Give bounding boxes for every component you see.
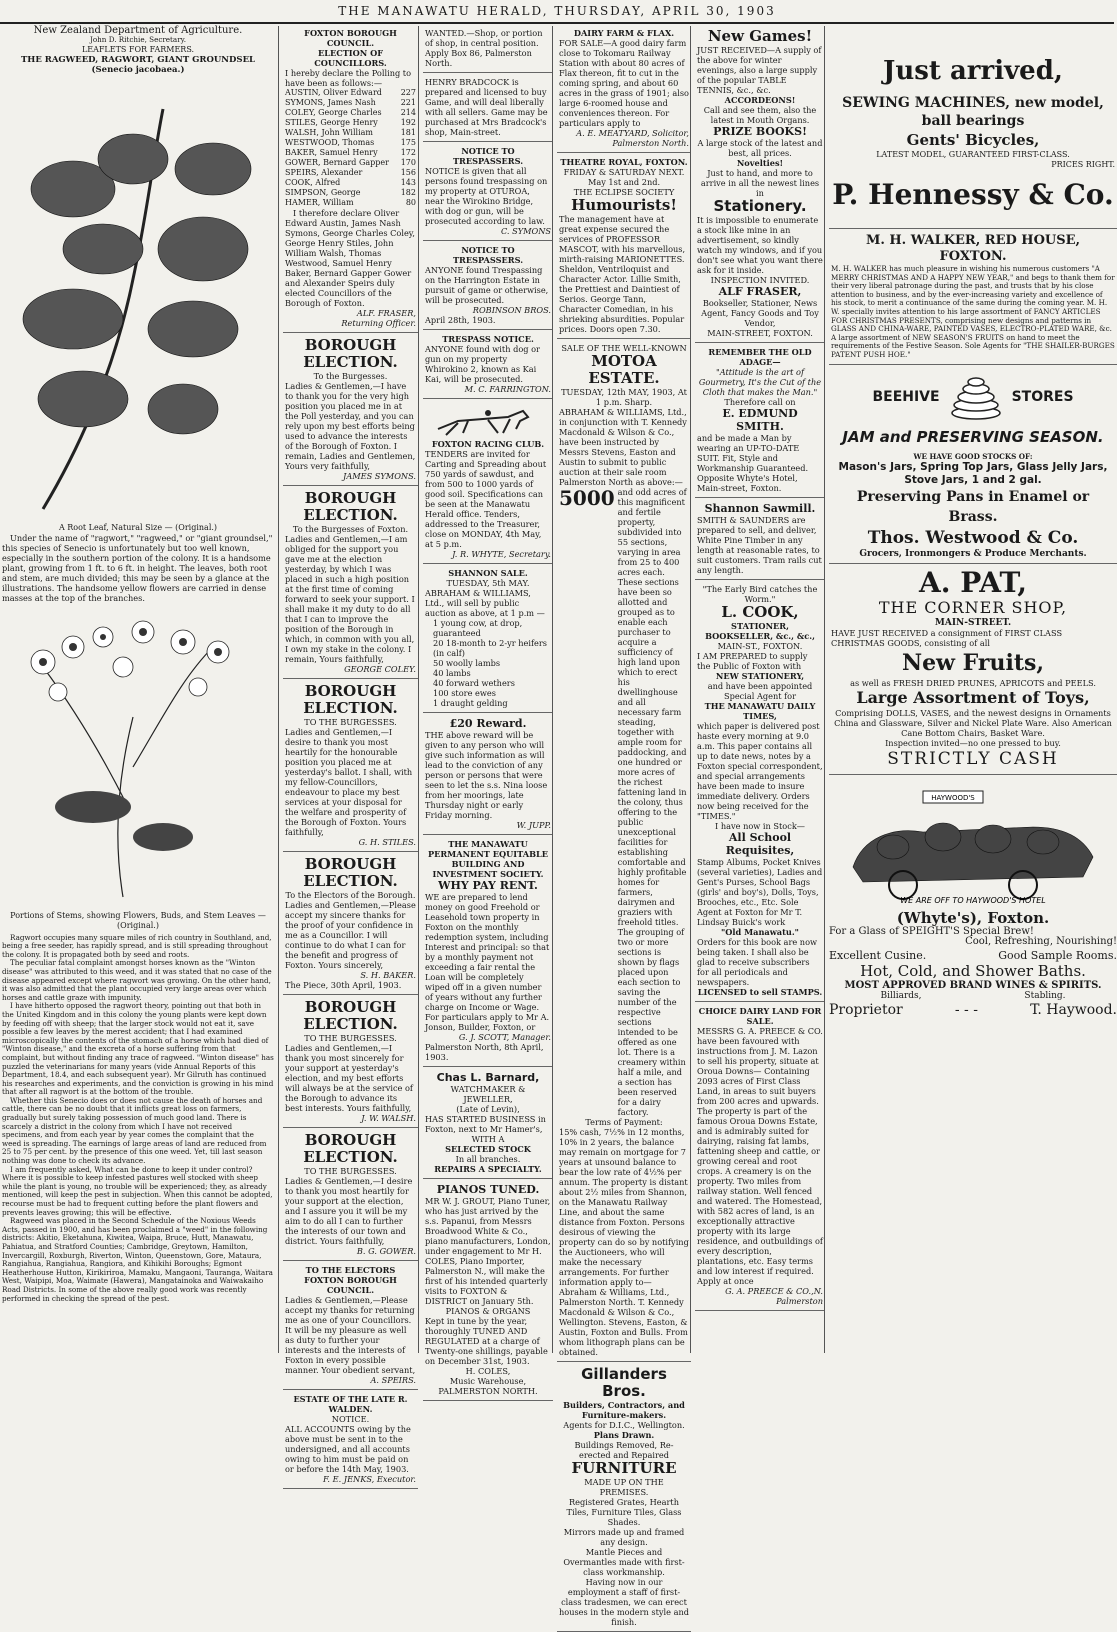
column-elections [278,26,418,1484]
article-para: Ragweed was placed in the Second Schedule of the Noxious Weeds Acts, passed in 1900, and has been proclaimed a "weed" in the following districts: Akitio, Eketahuna, Kiwitea, Waipa, Bruce, Hutt, Manawatu, Pahiatua, and Stratford Counties; Cambridge, Greytown, Hamilton, Invercargill, Roxburgh, Riverton, Winton, Queenstown, Gore, Mataura, Rangiahua, Rangiahua, Rangiora, and Kihikihi Boroughs; Egmont Heatherhouse Hutton, Kirikiriroa, Mamaku, Mangaoni, Tauranga, Waitara West, Waipipi, Moa, Waimate (Hawera), Mangatainoka and Waiwakaiho Road Districts. In some of the above really good work was recently performed in checking the spread of the pest. [2,1216,273,1303]
ad-body: ANYONE found with dog or gun on my property Whirokino 2, known as Kai Kai, will be prosecuted. [425,344,540,384]
ad-heading: Shannon Sawmill. [704,502,816,515]
ad-signature: G. A. PREECE & CO.,N. Palmerston [725,1286,823,1306]
candidate-name: HAMER, William [285,198,354,207]
ad-heading: MOTOA ESTATE. [588,352,660,387]
ad-body: ABRAHAM & WILLIAMS, Ltd., in conjunction with T. Kennedy Macdonald & Wilson & Co., have been instructed by Messrs Stevens, Easton and Austin to submit to public auction at their sale room Palmerston North as above:— [559,407,687,487]
ad-note: INSPECTION INVITED. [710,275,810,285]
separator: - - - [954,1002,978,1019]
ad-quote: "The Early Bird catches the Worm." [702,584,818,604]
figure-caption-leaf: A Root Leaf, Natural Size — (Original.) [58,522,218,532]
candidate-row [285,198,416,208]
ad-heading: CHOICE DAIRY LAND FOR SALE. [698,1006,822,1026]
ad-to: To the Burgesses. [313,371,388,381]
sale-item: 100 store ewes [433,688,496,698]
ad-signature: Thos. Westwood & Co. [867,528,1079,549]
ad-trespass-farrington [423,332,553,399]
ad-highlight: ACCORDEONS! [724,95,796,105]
ad-date: FRIDAY & SATURDAY NEXT. May 1st and 2nd. [563,167,685,187]
ad-barnard [423,1069,553,1179]
column-shops [824,26,1117,1353]
ad-walsh [283,997,418,1128]
hotel-sign: HAYWOOD'S [931,794,975,803]
ad-signature: B. G. GOWER. [356,1246,416,1256]
ad-body: Stamp Albums, Pocket Knives (several varieties), Ladies and Gent's Purses, School Bags (girls' and boy's), Dolls, Toys, Brooches, etc., Etc. Sole Agent at Foxton for Mr T. Lindsay Buick's work [697,857,823,927]
ad-body: MESSRS G. A. PREECE & CO. have been favoured with instructions from J. M. Lazon to sell his property, situate at Oroua Downs— Containing 2093 acres of First Class Land, in areas to suit buyers from 200 acres and upwards. The property is part of the famous Oroua Downs Estate, and is admirably suited for dairying, raising fat lambs, fattening sheep and cattle, or growing cereal and root crops. A creamery is on the property. Two miles from railway station. Well fenced and watered. The Homestead, with 582 acres of land, is an exceptionally attractive property with its large residence, and outbuildings of every description, plantations, etc. Easy terms and low interest if required. Apply at once [697,1026,823,1286]
candidate-name: SIMPSON, George [285,188,361,197]
ad-heading: BOROUGH ELECTION. [303,682,398,717]
ad-theatre [557,155,691,339]
candidate-votes: 80 [405,198,416,207]
ad-body: WE are prepared to lend money on good Freehold or Leasehold town property in Foxton on the monthly redemption system, including Interest and principal: so that by a monthly payment not exceeding a fair rental the Loan will be completely wiped off in a given number of years without any further charge on Income or Wage. For particulars apply to Mr A. Jonson, Builder, Foxton, or [425,892,550,1032]
ad-date: Palmerston North, 8th April, 1903. [425,1042,544,1062]
ad-body: JUST RECEIVED—A supply of the above for winter evenings, also a large supply of the popular TABLE TENNIS, &c., &c. [697,45,822,95]
ad-gower [283,1130,418,1261]
ad-subheading: THE CORNER SHOP, [878,598,1068,618]
proprietor-label: Proprietor [829,1002,903,1019]
ad-heading: M. H. WALKER, RED HOUSE, FOXTON. [865,233,1081,264]
feature-billiards: Billiards, [880,991,922,1002]
candidate-row [285,138,416,148]
ad-body: For a Glass of SPEIGHT'S Special Brew! [829,926,1034,938]
ad-address: MAIN-STREET, FOXTON. [707,328,813,338]
ad-speirs [283,1263,418,1390]
ad-address: MAIN-STREET. [934,618,1012,629]
ad-heading: THEATRE ROYAL, FOXTON. [560,157,688,167]
candidate-votes: 181 [400,128,416,137]
ad-signature: J. W. WALSH. [361,1113,416,1123]
candidate-row [285,148,416,158]
beehive-icon [948,373,1004,423]
ad-highlight: NEW STATIONERY, [715,671,805,681]
ad-heading: FOXTON BOROUGH COUNCIL. [304,28,397,48]
article-para: Ragwort occupies many square miles of rich country in Southland, and, being a free seeder, has rapidly spread, and is still spreading throughout the colony. It is propagated both by seed and roots. [2,932,272,959]
beehive-label: BEEHIVE [872,389,940,406]
sale-item: 20 18-month to 2-yr heifers (in calf) [433,638,548,658]
ad-body: and odd acres of this magnificent and fertile property, subdivided into 55 sections, varying in area from 25 to 400 acres each. These sections have been so allotted and grouped as to enable each purchaser to acquire a sufficiency of high land upon which to erect his dwellinghouse and all necessary farm steading, together with ample room for paddocking, and one hundred or more acres of the richest fattening land in the colony, thus offering to the public unexceptional facilities for establishing comfortable and highly profitable homes for farmers, dairymen and graziers with freehold titles. The grouping of two or more sections is shown by flags placed upon each section to saving the number of the respective sections intended to be offered as one lot. There is a creamery within half a mile, and a section has been reserved for a dairy factory. [617,487,687,1117]
column-property [552,26,691,1627]
ad-highlight: PRIZE BOOKS! [713,125,807,138]
ad-note: Registered Grates, Hearth Tiles, Furniture Tiles, Glass Shades. [566,1497,682,1527]
ad-body: HAS STARTED BUSINESS in Foxton, next to Mr Hamer's, [425,1114,546,1134]
ad-heading: BOROUGH ELECTION. [303,855,398,890]
ad-body: Ladies and Gentlemen,—I am obliged for the support you gave me at the election yesterday, by which I was placed in such a high position at the first time of coming forward to seek your support. I shall make it my duty to do all that I can to improve the position of the Borough in which, in common with you all, I own my stake in the colony. I remain, Yours faithfully, [285,534,415,664]
candidate-votes: 175 [400,138,416,147]
ad-signature: A. E. MEATYARD, Solicitor, Palmerston North. [576,128,689,148]
ad-signature: E. EDMUND SMITH. [722,407,798,433]
ad-body: The management have at great expense secured the services of PROFESSOR MASCOT, with his marvellous, mirth-raising MARIONETTES. Sheldon, Ventriloquist and Character Actor. Lillie Smith, the Prettiest and Daintiest of Serios. George Tann, Character Comedian, in his shrieking absurdities. Popular prices. Doors open 7.30. [559,214,686,334]
ad-reward [423,715,553,835]
proprietor-name: T. Haywood. [1030,1002,1117,1019]
ad-signature: ALF. FRASER, [356,308,416,318]
candidate-name: STILES, George Henry [285,118,378,127]
sale-item: 40 lambs [433,668,471,678]
ad-preece [695,1004,825,1311]
ad-signature: M. C. FARRINGTON. [464,384,551,394]
sale-item-list [425,618,551,708]
ad-to: To the Electors of the Borough. [285,890,416,900]
article-para: The peculiar fatal complaint amongst horses known as the "Winton disease" was attributed to this weed, and it was stated that no case of the disease appeared except where ragwort was growing. On the other hand, it was also admitted that the plant occupied very large areas over which horses and cattle graze with impunity. [2,958,272,1002]
ad-heading: Gillanders Bros. [581,1365,667,1400]
sale-item: 50 woolly lambs [433,658,501,668]
ad-body: SMITH & SAUNDERS are prepared to sell, and deliver, White Pine Timber in any length at reasonable rates, to suit customers. Tram rails cut any length. [697,515,822,575]
sale-item: 1 young cow, at drop, guaranteed [433,618,523,638]
figure-caption-stems: Portions of Stems, showing Flowers, Buds, and Stem Leaves — (Original.) [10,910,266,930]
ad-note: In all branches. [455,1154,521,1164]
ad-signature: P. Hennessy & Co. [832,178,1114,211]
ad-coley [283,488,418,679]
ad-subheading: THE ECLIPSE SOCIETY [573,187,675,197]
masthead: THE MANAWATU HERALD, THURSDAY, APRIL 30, 1903 [0,0,1114,24]
ad-heading: Just arrived, [883,56,1063,86]
candidate-name: WESTWOOD, Thomas [285,138,375,147]
article-title: THE RAGWEED, RAGWORT, GIANT GROUNDSEL (Senecio jacobaea.) [20,54,256,75]
ad-note: Call and see them, also the latest in Mouth Organs. [703,105,817,125]
candidate-name: BAKER, Samuel Henry [285,148,378,157]
ad-heading: ESTATE OF THE LATE R. WALDEN. [293,1394,408,1414]
ad-subheading: STATIONER, BOOKSELLER, &c., &c., [705,621,815,641]
ad-heading: TO THE ELECTORS FOXTON BOROUGH COUNCIL. [304,1265,397,1295]
ad-highlight: Large Assortment of Toys, [856,688,1090,708]
ad-body: ABRAHAM & WILLIAMS, Ltd., will sell by public auction as above, at 1 p.m — [425,588,545,618]
acreage-figure: 5000 [559,486,615,510]
candidate-votes: 214 [400,108,416,117]
candidate-name: AUSTIN, Oliver Edward [285,88,382,97]
ad-signature: GEORGE COLEY. [344,664,416,674]
ad-note: and have been appointed Special Agent for [707,681,813,701]
ad-body: Abraham & Williams, Ltd., Palmerston North. T. Kennedy Macdonald & Wilson & Co., Wellington. Stevens, Easton, & Austin, Foxton and Bulls. From whom lithograph plans can be obtained. [559,1287,688,1357]
ad-note: Buildings Removed, Re-erected and Repaired [574,1440,674,1460]
ad-stiles [283,681,418,852]
ad-highlight: REPAIRS A SPECIALTY. [434,1164,542,1174]
ad-to: To the Burgesses of Foxton. [292,524,409,534]
ad-body: M. H. WALKER has much pleasure in wishing his numerous customers "A MERRY CHRISTMAS AND A HAPPY NEW YEAR," and begs to thank them for their very liberal patronage during the past, and trusts that by his close attention to business, and by the ever-increasing variety and excellence of his stock, to merit a continuance of the same during the coming year. M. H. W. specially invites attention to his large assortment of FANCY ARTICLES FOR CHRISTMAS PRESENTS, comprising new designs and patterns in GLASS AND CHINA-WARE, PAINTED VASES, ELECTRO-PLATED WARE, &c. A large assortment of NEW SEASON'S FRUITS on hand to meet the requirements of the Festive Season. Sole Agents for "THE SHAILER-BURGES PATENT PUSH HOE." [831,264,1115,359]
ad-signature: JAMES SYMONS. [343,471,416,481]
ad-highlight: LICENSED to sell STAMPS. [697,987,823,997]
ad-note: Having now in our employment a staff of first-class tradesmen, we can erect houses in the modern style and finish. [559,1577,689,1627]
candidate-name: COLEY, George Charles [285,108,382,117]
article-para: I have hitherto opposed the ragwort theory, pointing out that both in the United Kingdom and in this colony the young plants were kept down by feeding off with sheep; that the larger stock would not eat it, save possible a few leaves by the merest accident; that I had examined microscopically the contents of the stomach of a horse which had died of "Winton disease," and the excreta of a horse suffering from that complaint, but without finding any trace of ragweed. "Winton disease" has puzzled the veterinarians for many years (vide Annual Reports of this Department, 18.4, and each subsequent year). Mr Gilruth has continued his researches and experiments, and the conviction is growing in his mind that after all ragwort is at the bottom of the trouble. [2,1001,274,1097]
ad-edmund-smith [695,345,825,498]
ad-address: Music Warehouse, PALMERSTON NORTH. [438,1376,538,1396]
ad-heading: JAM and PRESERVING SEASON. [842,427,1104,446]
ad-date: TUESDAY, 5th MAY. [446,578,530,588]
ad-bradcock: HENRY BRADCOCK is prepared and licensed to buy Game, and will deal liberally with all sellers. Game may be purchased at Mrs Bradcock's shop, Main-street. [423,75,553,142]
ad-highlight: Stationery. [713,197,807,215]
ad-address: MAIN-ST., FOXTON. [717,641,803,651]
ad-shannon-sale [423,566,553,713]
candidate-row [285,118,416,128]
ad-note: I have now in Stock— [715,821,805,831]
ad-heading: (Whyte's), Foxton. [896,909,1050,928]
ad-signature: W. JUPP. [516,820,551,830]
ad-a-pat [829,566,1117,775]
coach-caption: WE ARE OFF TO HAYWOOD'S HOTEL [900,896,1046,906]
feature-rooms: Good Sample Rooms. [998,949,1117,963]
ad-signature: ALF FRASER, [718,285,802,298]
ad-body: Ladies and Gentlemen,—I thank you most sincerely for your support at yesterday's election, and my best efforts will always be at the service of the Borough to advance its best interests. Yours faithfully, [285,1043,413,1113]
candidate-votes: 192 [400,118,416,127]
ad-notice: NOTICE. [331,1414,370,1424]
ad-body: ALL ACCOUNTS owing by the above must be sent in to the undersigned, and all accounts owing to him must be paid on or before the 14th May, 1903. [285,1424,411,1474]
candidate-row [285,88,416,98]
ad-highlight: SEWING MACHINES, new model, ball bearings [842,95,1104,129]
ad-walker [829,231,1117,365]
ad-body: FOR SALE—A good dairy farm close to Tokomaru Railway Station with about 80 acres of Flax thereon, fit to cut in the coming spring, and about 60 acres in the grass of 1901; also large 6-roomed house and conveniences thereon. For particulars apply to [559,38,689,128]
ad-racing-club [423,401,553,564]
ad-highlight: All School Requisites, [725,831,795,857]
ad-baker [283,854,418,995]
ad-highlight: Preserving Pans in Enamel or Brass. [856,489,1090,526]
ad-heading: BOROUGH ELECTION. [303,489,398,524]
ad-note: Bookseller, Stationer, News Agent, Fancy Goods and Toy Vendor, [701,298,819,328]
ad-body: which paper is delivered post haste every morning at 9.0 a.m. This paper contains all up to date news, notes by a Foxton special correspondent, and special arrangements have been made to insure immediate delivery. Orders now being received for the "TIMES." [697,721,823,821]
ad-body: HAVE JUST RECEIVED a consignment of FIRST CLASS CHRISTMAS GOODS, consisting of all [831,628,1063,649]
ad-body: Kept in tune by the year, thoroughly TUNED AND REGULATED at a charge of Twenty-one shillings, payable on December 31st, 1903. [425,1316,548,1366]
ad-heading: Chas L. Barnard, [436,1071,540,1084]
ad-body: Comprising DOLLS, VASES, and the newest designs in Ornaments China and Glassware, Silver and Nickel Plate Ware. Also American Cane Bottom Chairs, Basket Ware. [834,708,1112,739]
column-stationery [690,26,825,1353]
ad-note: Mirrors made up and framed any design. [563,1527,685,1547]
ad-body: Ladies and Gentlemen,—Please accept my sincere thanks for the proof of your confidence in me as a Councillor. I will continue to do what I can for the benefit and progress of Foxton. Yours sincerely, [285,900,416,970]
feature-cuisine: Excellent Cusine. [829,949,927,963]
candidate-row [285,168,416,178]
ad-heading: PIANOS TUNED. [436,1183,540,1196]
candidate-name: SYMONS, James Nash [285,98,376,107]
stores-label: STORES [1011,389,1074,406]
ad-note: MADE UP ON THE PREMISES. [584,1477,664,1497]
dept-heading: New Zealand Department of Agriculture. [33,25,243,36]
ad-subheading: Terms of Payment: [585,1117,663,1127]
ad-heading: NOTICE TO TRESPASSERS. [452,245,524,265]
ad-note: WITH A [471,1134,505,1144]
ad-note: Mantle Pieces and Overmantles made with first-class workmanship. [563,1547,685,1577]
ad-date: April 28th, 1903. [425,315,496,325]
ad-trespass-symons [423,144,553,241]
ad-pre: SALE OF THE WELL-KNOWN [561,343,687,353]
candidate-votes: 221 [400,98,416,107]
ad-wanted: WANTED.—Shop, or portion of shop, in central position. Apply Box 86, Palmerston North. [423,26,553,73]
candidate-name: GOWER, Bernard Gapper [285,158,389,167]
ad-body: Cool, Refreshing, Nourishing! [965,936,1117,948]
ad-signature: A. SPEIRS. [370,1375,416,1385]
ad-signature: H. COLES, [465,1366,511,1376]
coach-illustration [833,777,1113,907]
ad-body: TENDERS are invited for Carting and Spreading about 750 yards of sawdust, and from 500 to 1000 yards of good soil. Specifications can be seen at the Manawatu Herald office. Tenders, addressed to the Treasurer, close on MONDAY, 4th May, at 5 p.m. [425,449,547,549]
ad-cook [695,582,825,1002]
ad-signature: ROBINSON BROS. [472,305,551,315]
ad-body: Ladies & Gentlemen,—I have to thank you for the very high position you placed me in at the Poll yesterday, and you can rely upon my best efforts being used to advance the interests of the Borough of Foxton. I remain, Ladies and Gentlemen, Yours very faithfully, [285,381,416,471]
ad-note: Grocers, Ironmongers & Produce Merchants. [859,549,1087,560]
ad-subheading: Builders, Contractors, and Furniture-makers. [563,1400,685,1420]
ad-heading: REMEMBER THE OLD ADAGE— [708,347,812,367]
ad-to: TO THE BURGESSES. [304,1033,397,1043]
candidate-row [285,98,416,108]
ad-body: and be made a Man by wearing an UP-TO-DATE SUIT. Fit, Style and Workmanship Guaranteed. Opposite Whyte's Hotel, Main-street, Foxton. [697,433,809,493]
ad-heading: £20 Reward. [449,717,527,730]
ad-highlight: Mason's Jars, Spring Top Jars, Glass Jelly Jars, Stove Jars, 1 and 2 gal. [838,461,1108,487]
ad-heading: BOROUGH ELECTION. [303,1131,398,1166]
candidate-votes: 172 [400,148,416,157]
ad-heading: L. COOK, [721,603,799,621]
ad-highlight: THE MANAWATU DAILY TIMES, [704,701,816,721]
ad-highlight: Novelties! [736,158,784,168]
candidate-row [285,188,416,198]
candidate-row [285,108,416,118]
ad-dairy-farm [557,26,691,153]
ad-highlight: STRICTLY CASH [887,749,1059,770]
candidate-row [285,128,416,138]
candidate-votes: 143 [400,178,416,187]
sale-item: 1 draught gelding [433,698,508,708]
ad-to: TO THE BURGESSES. [304,1166,397,1176]
ragwort-leaf-illustration [13,79,263,519]
racehorse-icon [428,403,548,439]
ad-symons [283,335,418,486]
candidate-votes: 227 [400,88,416,97]
ad-signature: F. E. JENKS, Executor. [323,1474,416,1484]
candidate-name: COOK, Alfred [285,178,341,187]
ad-highlight: "Old Manawatu." [721,927,799,937]
ad-body: Ladies & Gentlemen,—I desire to thank you most heartily for your support at the election, and I assure you it will be my aim to do all I can to further the interests of our town and district. Yours faithfully, [285,1176,413,1246]
ad-heading: New Games! [707,27,813,45]
ad-heading: FOXTON RACING CLUB. [431,439,545,449]
ad-body: Ladies and Gentlemen,—I desire to thank you most heartily for the honourable position you placed me at yesterday's ballot. I shall, with my fellow-Councillors, endeavour to place my best services at your disposal for the welfare and prosperity of the Borough of Foxton. Yours faithfully, [285,727,413,837]
candidate-name: SPEIRS, Alexander [285,168,363,177]
ad-sawmill [695,500,825,580]
ad-note: as well as FRESH DRIED PRUNES, APRICOTS and PEELS. [850,678,1096,689]
ad-heading: BOROUGH ELECTION. [303,998,398,1033]
ad-body: I hereby declare the Polling to have been as follows:— [285,68,412,88]
column-notices [418,26,553,1396]
ad-date: TUESDAY, 12th MAY, 1903, At 1 p.m. Sharp. [561,387,687,407]
article-para: I am frequently asked, What can be done to keep it under control? Where it is possible to keep infested pastures well stocked with sheep while the plant is young, no trouble will be experienced; they, as already mentioned, will keep the pest in subjection. When this cannot be adopted, recourse must be had to frequent cutting before the plant flowers and prevents leaves growing; this will be effective. [2,1164,273,1217]
ad-body: NOTICE is given that all persons found trespassing on my property at OTUROA, near the Wirokino Bridge, with dog or gun, will be prosecuted according to law. [425,166,548,226]
candidate-votes: 170 [400,158,416,167]
ad-signature: J. R. WHYTE, Secretary. [452,549,551,559]
ad-signature: G. J. SCOTT, Manager. [458,1032,551,1042]
ad-heading: TRESPASS NOTICE. [442,334,534,344]
ad-body: 15% cash, 7½% in 12 months, 10% in 2 years, the balance may remain on mortgage for 7 years at unsound balance to bear the low rate of 4½% per annum. The property is distant about 2½ miles from Shannon, on the Manawatu Railway Line, and about the same distance from Foxton. Persons desirous of viewing the property can do so by notifying the Auctioneers, who will make the necessary arrangements. For further information apply to— [559,1127,689,1287]
ad-haywoods-hotel [829,777,1117,1019]
sale-item: 40 forward wethers [433,678,515,688]
ad-highlight: MOST APPROVED BRAND WINES & SPIRITS. [844,980,1102,992]
candidate-list [285,88,416,208]
ad-heading: BOROUGH ELECTION. [303,336,398,371]
feature-stabling: Stabling. [1024,991,1066,1002]
ad-heading: A. PAT, [919,566,1027,600]
ad-subheading: WE HAVE GOOD STOCKS OF: [913,451,1033,461]
article-para: Whether this Senecio does or does not cause the death of horses and cattle, there can be no doubt that it inflicts great loss on farmers, gradually but surely taking possession of much good land. There is scarcely a district in the colony from which I have not received specimens, and from each year by year comes the complaint that the weed is spreading. The earnings of large areas of land are reduced from 25 to 75 per cent. by the presence of this one weed. Yet, till last season nothing was done to check its advance. [2,1095,267,1166]
ad-body: ANYONE found Trespassing on the Harrington Estate in pursuit of game or otherwise, will be prosecuted. [425,265,549,305]
ad-hennessy [829,26,1117,229]
ad-note: (Late of Levin), [456,1104,520,1114]
ad-pianos [423,1181,553,1401]
ad-role: Returning Officer. [341,318,416,328]
ad-subheading: WATCHMAKER & JEWELLER, [450,1084,526,1104]
ad-note: A large stock of the latest and best, all prices. [697,138,823,158]
ad-trespass-robinson [423,243,553,330]
ad-heading: THE MANAWATU PERMANENT EQUITABLE BUILDING AND INVESTMENT SOCIETY. [427,839,549,879]
ad-signature: S. H. BAKER. [360,970,416,980]
ad-note: LATEST MODEL, GUARANTEED FIRST-CLASS. [876,150,1070,159]
ad-to: TO THE BURGESSES. [304,717,397,727]
ad-heading: DAIRY FARM & FLAX. [573,28,675,38]
ad-note: Inspection invited—no one pressed to buy. [885,738,1061,749]
ad-subheading: PIANOS & ORGANS [445,1306,531,1316]
ad-highlight: New Fruits, [901,650,1045,677]
ad-note: Therefore call on [724,397,796,407]
ad-new-games [695,26,825,343]
ad-note: PRICES RIGHT. [1051,160,1115,169]
ad-highlight: Plans Drawn. [593,1430,655,1440]
candidate-row [285,158,416,168]
ad-highlight: FURNITURE [571,1459,677,1477]
candidate-row [285,178,416,188]
ad-body: MR W. J. GROUT, Piano Tuner, who has just arrived by the s.s. Papanui, from Messrs Broadwood White & Co., piano manufacturers, London, under engagement to Mr H. COLES, Piano Importer, Palmerston N., will make the first of his intended quarterly visits to FOXTON & DISTRICT on January 5th. [425,1196,551,1306]
ad-body: THE above reward will be given to any person who will give such information as will lead to the conviction of any person or persons that were seen to let the s.s. Nina loose from her moorings, late Thursday night or early Friday morning. [425,730,548,820]
ad-date: The Piece, 30th April, 1903. [285,980,402,990]
candidate-name: WALSH, John William [285,128,373,137]
ad-walden-estate [283,1392,418,1489]
ad-quote: "Attitude is the art of Gourmetry, It's the Cut of the Cloth that makes the Man." [698,367,822,397]
ad-body: It is impossible to enumerate a stock like mine in an advertisement, so kindly watch my windows, and if you don't see what you want there ask for it inside. [697,215,823,275]
ragwort-flower-illustration [13,607,263,907]
secretary: John D. Ritchie, Secretary. [89,35,187,44]
candidate-votes: 156 [400,168,416,177]
ad-westwood [829,367,1117,565]
column-agriculture [2,26,274,1353]
article-para: Under the name of "ragwort," "ragweed," or "giant groundsel," this species of Senecio is unfortunately but too well known, especially in the southern portion of the colony. It is a handsome plant, growing from 1 ft. to 6 ft. in height. The leaves, both root and stem, are much divided; this may be seen by a glance at the illustrations. The handsome yellow flowers are carried in dense masses at the top of the branches. [2,532,273,603]
ad-signature: C. SYMONS [500,226,551,236]
ad-highlight: Hot, Cold, and Shower Baths. [860,962,1086,981]
ad-note: Agents for D.I.C., Wellington. [563,1420,685,1430]
ad-council-election [283,26,418,333]
candidate-votes: 182 [400,188,416,197]
ad-body: Orders for this book are now being taken. I shall also be glad to receive subscribers for all periodicals and newspapers. [697,937,818,987]
ad-subheading: ELECTION OF COUNCILLORS. [314,48,387,68]
ad-note: Just to hand, and more to arrive in all the newest lines in [700,168,820,198]
ad-title: Humourists! [571,196,677,214]
series-title: LEAFLETS FOR FARMERS. [81,44,195,54]
ad-highlight: Gents' Bicycles, [906,131,1040,149]
ad-motoa-estate [557,341,691,1362]
ad-body: I therefore declare Oliver Edward Austin, James Nash Symons, George Charles Coley, George Henry Stiles, John William Walsh, Thomas Westwood, Samuel Henry Baker, Bernard Gapper Gower and Alexander Speirs duly elected Councillors of the Borough of Foxton. [285,208,415,308]
ad-building-society [423,837,553,1067]
ad-heading: NOTICE TO TRESPASSERS. [452,146,524,166]
ad-body: Ladies & Gentlemen,—Please accept my thanks for returning me as one of your Councillors. It will be my pleasure as well as duty to further your interests and the interests of Foxton in every possible manner. Your obedient servant, [285,1295,416,1375]
ad-signature: G. H. STILES. [358,837,416,847]
ad-subheading: WHY PAY RENT. [438,879,538,892]
ad-heading: SHANNON SALE. [448,568,528,578]
ad-body: I AM PREPARED to supply the Public of Foxton with [697,651,808,671]
ad-highlight: SELECTED STOCK [445,1144,531,1154]
ad-gillanders [557,1364,691,1632]
